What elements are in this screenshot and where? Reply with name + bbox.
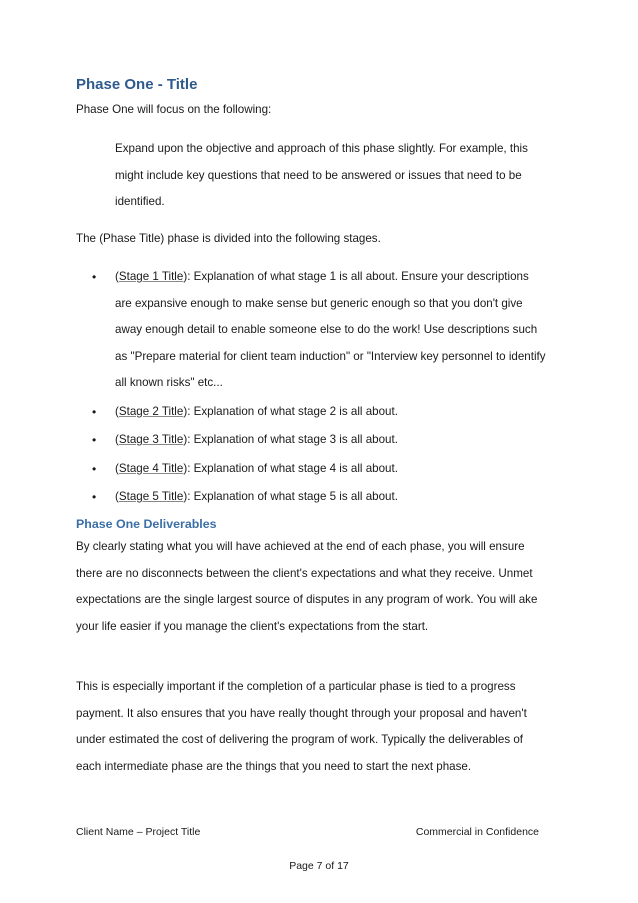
- stage-open-paren: (: [115, 404, 119, 418]
- list-item: [76, 484, 546, 511]
- stage-list: [76, 264, 546, 511]
- stage-description: ): Explanation of what stage 3 is all about.: [183, 433, 398, 446]
- stage-title-link[interactable]: Stage 4 Title: [118, 461, 184, 475]
- bullet-icon: •: [92, 433, 97, 447]
- stage-description: ): Explanation of what stage 4 is all about.: [183, 461, 398, 475]
- stage-open-paren: (: [115, 461, 119, 475]
- bullet-icon: •: [92, 461, 97, 476]
- bullet-icon: •: [92, 270, 97, 284]
- stage-open-paren: (: [115, 270, 119, 283]
- stage-description: ): Explanation of what stage 1 is all about. Ensure your descriptions are expansive enough to make sense but generic enough so that you don't give away enough detail to enable someone else to do the work! Use descriptions such as "Prepare material for client team induction" or "Interview key personnel to identify all known risks" etc...: [115, 270, 546, 389]
- list-item: [76, 399, 546, 426]
- stage-open-paren: (: [115, 490, 119, 503]
- deliverables-paragraph-1: By clearly stating what you will have achieved at the end of each phase, you will ensure there are no disconnects between the client's expectations and what they receive. Unmet expectations are the single largest source of disputes in any program of work. You will ake your life easier if you manage the client's expectations from the start.: [76, 540, 538, 633]
- phase-intro: Phase One will focus on the following:: [76, 103, 272, 116]
- stage-open-paren: (: [115, 433, 119, 446]
- stage-description: ): Explanation of what stage 5 is all about.: [183, 490, 398, 503]
- page-number: Page 7 of 17: [289, 860, 349, 872]
- stages-intro: The (Phase Title) phase is divided into the following stages.: [76, 232, 381, 245]
- stage-title-link[interactable]: Stage 1 Title: [118, 270, 184, 283]
- stage-title-link[interactable]: Stage 2 Title: [118, 404, 184, 418]
- stage-description: ): Explanation of what stage 2 is all about.: [183, 404, 398, 418]
- footer-confidentiality: Commercial in Confidence: [415, 826, 539, 838]
- list-item: [76, 264, 546, 397]
- deliverables-heading: Phase One Deliverables: [76, 517, 217, 531]
- deliverables-paragraph-2: This is especially important if the completion of a particular phase is tied to a progress payment. It also ensures that you have really thought through your proposal and haven't under estimated the cost of delivering the program of work. Typically the deliverables of each intermediate phase are the things that you need to start the next phase.: [76, 680, 527, 773]
- bullet-icon: •: [92, 404, 97, 419]
- phase-objective: Expand upon the objective and approach of this phase slightly. For example, this might include key questions that need to be answered or issues that need to be identified.: [115, 142, 528, 208]
- stage-title-link[interactable]: Stage 3 Title: [118, 433, 184, 446]
- stage-title-link[interactable]: Stage 5 Title: [118, 490, 184, 503]
- list-item: [76, 427, 546, 454]
- bullet-icon: •: [92, 490, 97, 504]
- phase-title: Phase One - Title: [76, 76, 198, 93]
- footer-project-title: Client Name – Project Title: [76, 826, 201, 838]
- list-item: [76, 456, 546, 483]
